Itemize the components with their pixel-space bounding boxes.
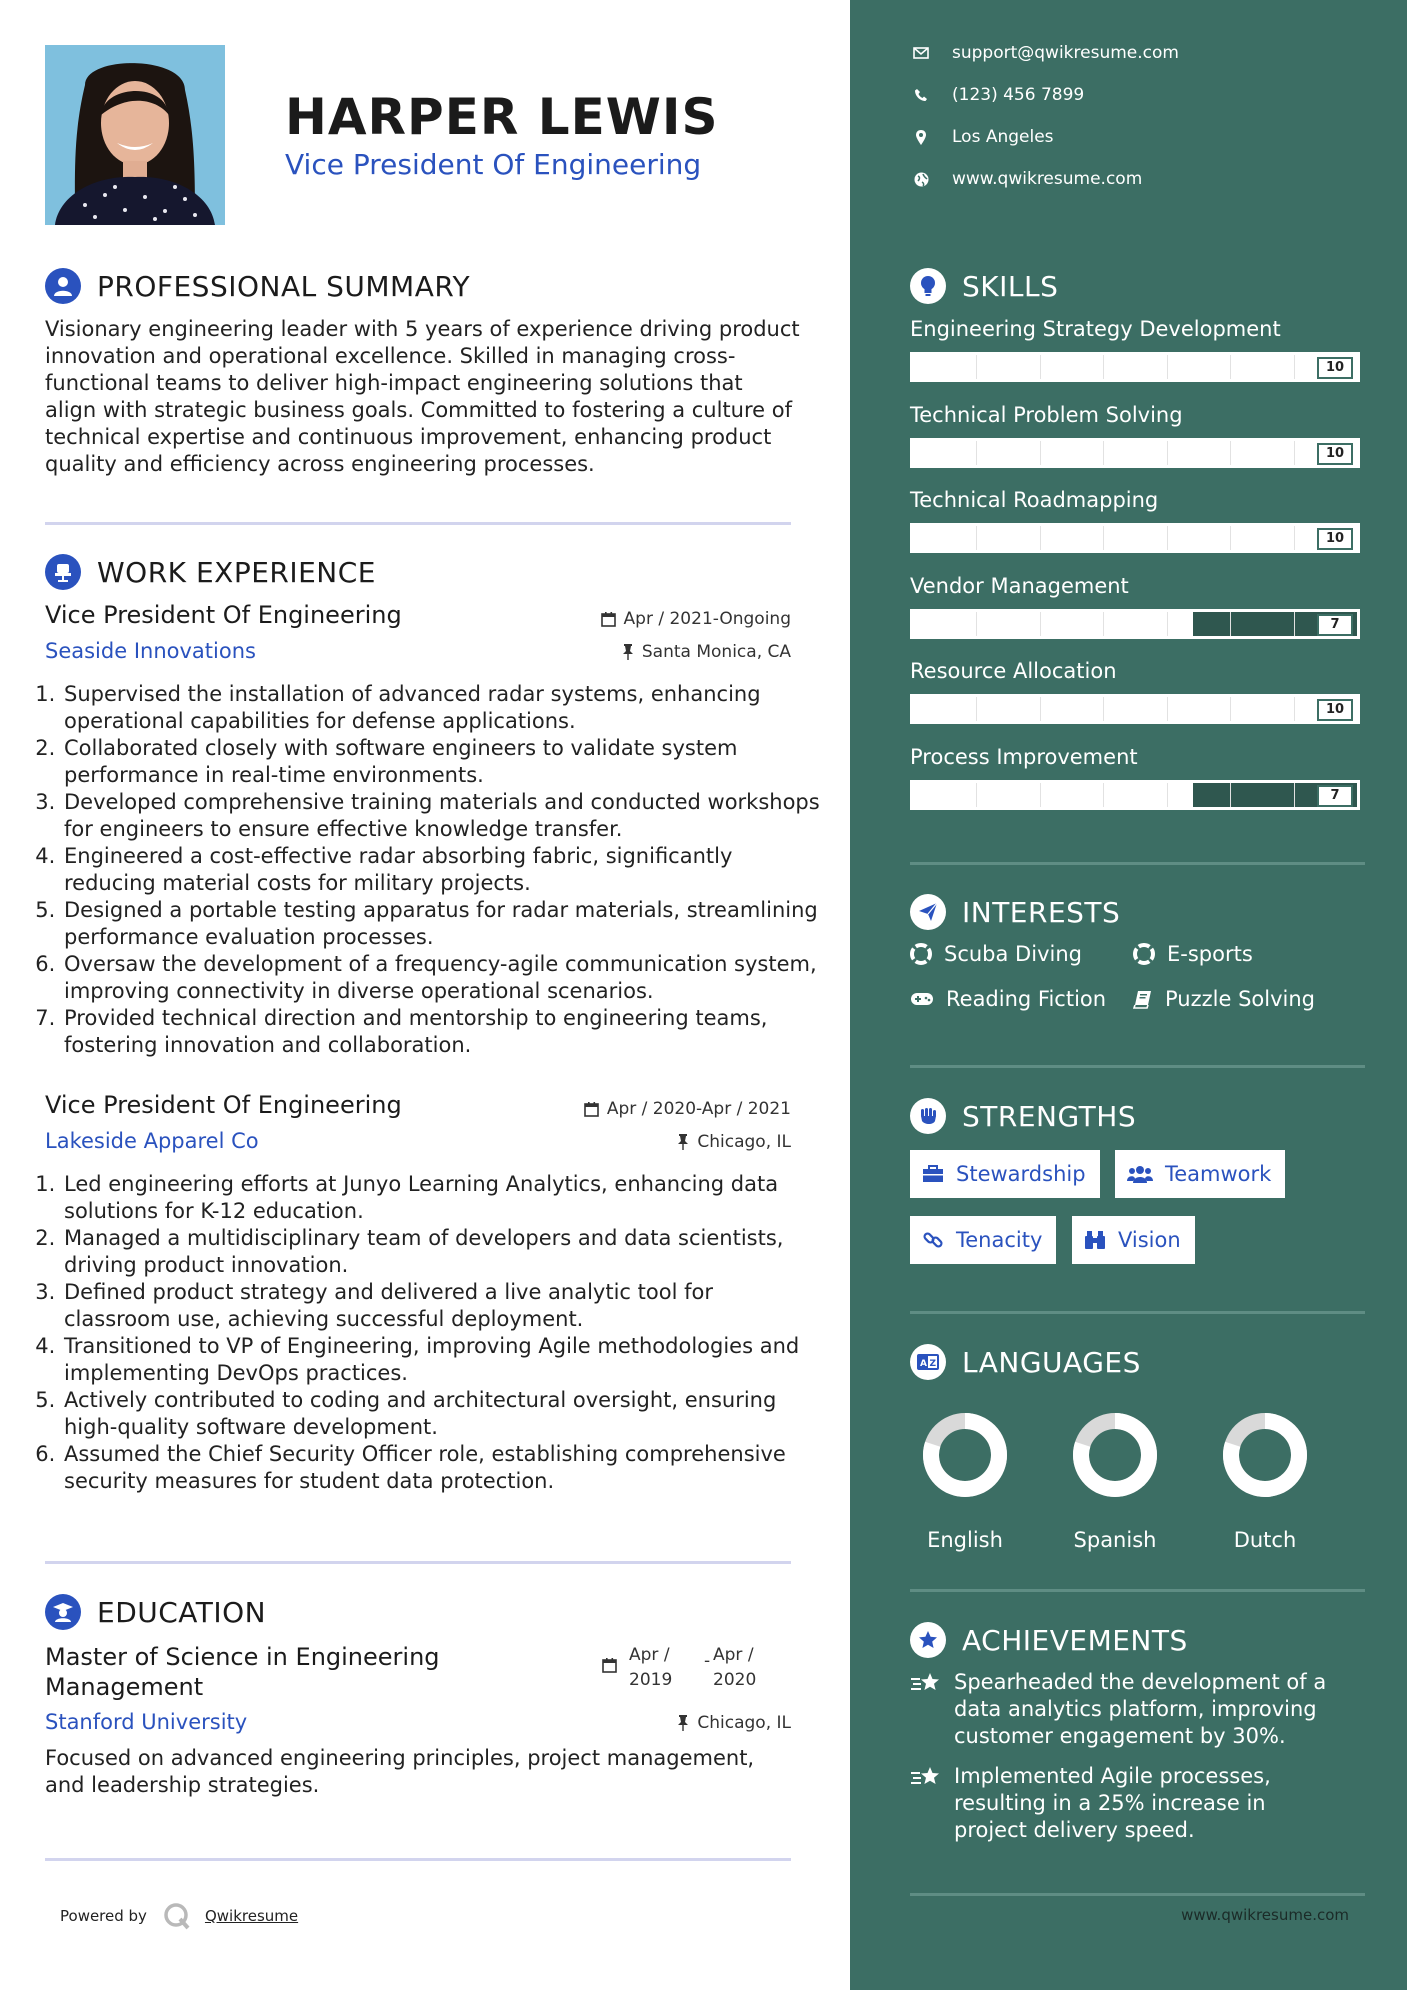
list-item: 2. Managed a multidisciplinary team of developers and data scientists, driving product innovation. (62, 1225, 822, 1279)
skill-bar-tick (1167, 697, 1168, 721)
interest-item: Puzzle Solving (1133, 987, 1315, 1011)
candidate-name: HARPER LEWIS (285, 88, 719, 146)
divider (45, 1858, 791, 1861)
language-donut (910, 1400, 1020, 1510)
list-item: 6. Oversaw the development of a frequency-agile communication system, improving connectivity in diverse operational scenarios. (62, 951, 822, 1005)
divider (910, 1589, 1365, 1592)
star-badge-icon (910, 1622, 946, 1658)
achievement-item: Implemented Agile processes, resulting in a 25% increase in project delivery speed. (910, 1763, 1344, 1844)
job-company: Lakeside Apparel Co (45, 1129, 259, 1153)
job-location: Santa Monica, CA (622, 642, 791, 662)
summary-text: Visionary engineering leader with 5 years of experience driving product innovation and operational excellence. Skilled in managing cross-functional teams to deliver high-impact engineering solutions that align with strategic business goals. Committed to fostering a culture of technical expertise and continuous improvement, enhancing product quality and efficiency across engineering processes. (45, 317, 800, 476)
skill-bar-tick (976, 526, 977, 550)
skill-bar-tick (1103, 441, 1104, 465)
calendar-icon (602, 1658, 617, 1673)
skill-bar (910, 609, 1360, 639)
experience-title: WORK EXPERIENCE (97, 555, 376, 589)
list-item: 6. Assumed the Chief Security Officer role, establishing comprehensive security measures for student data protection. (62, 1441, 822, 1495)
map-marker-icon (910, 130, 932, 145)
skill-bar-tick (1040, 526, 1041, 550)
pin-icon (677, 1715, 689, 1731)
interest-item: Reading Fiction (910, 987, 1106, 1011)
job-location: Chicago, IL (677, 1132, 791, 1152)
qwikresume-link[interactable]: Qwikresume (204, 1907, 299, 1925)
gamepad-icon (910, 991, 934, 1007)
skill-name: Vendor Management (910, 574, 1129, 598)
skill-bar (910, 780, 1360, 810)
skill-bar-tick (1230, 526, 1231, 550)
contact-location: Los Angeles (910, 127, 1054, 147)
skill-level: 10 (1317, 528, 1353, 550)
skill-bar-tick (1230, 612, 1231, 636)
phone-icon (910, 88, 932, 102)
list-item: 5. Designed a portable testing apparatus for radar materials, streamlining performance evaluation processes. (62, 897, 822, 951)
degree: Master of Science in Engineering Management (45, 1643, 440, 1701)
contact-email[interactable]: support@qwikresume.com (910, 43, 1179, 63)
list-item: 1. Led engineering efforts at Junyo Learning Analytics, enhancing data solutions for K-12 education. (62, 1171, 822, 1225)
language-label: Spanish (1073, 1528, 1157, 1552)
skill-bar-tick (1040, 783, 1041, 807)
divider (910, 862, 1365, 865)
education-location: Chicago, IL (677, 1713, 791, 1733)
job-role: Vice President Of Engineering (45, 1091, 402, 1119)
strength-chip: Vision (1072, 1216, 1195, 1264)
summary-heading (45, 268, 470, 304)
powered-by: Powered by Qwikresume (60, 1902, 298, 1930)
interest-item: E-sports (1133, 942, 1253, 966)
skills-heading (910, 268, 1058, 304)
skill-bar (910, 694, 1360, 724)
briefcase-icon (922, 1165, 944, 1183)
education-title: EDUCATION (97, 1595, 267, 1629)
skill-bar-tick (1103, 697, 1104, 721)
divider (45, 522, 791, 525)
profile-photo (45, 45, 225, 225)
svg-text:Z: Z (929, 1359, 937, 1369)
skill-bar-tick (1103, 783, 1104, 807)
envelope-icon (910, 47, 932, 59)
education-description: Focused on advanced engineering principles, project management, and leadership strategies. (45, 1746, 755, 1797)
binoculars-icon (1084, 1230, 1106, 1250)
fist-icon (910, 1098, 946, 1134)
skill-bar-tick (1294, 697, 1295, 721)
life-ring-icon (910, 943, 932, 965)
job-company: Seaside Innovations (45, 639, 256, 663)
language-label: English (927, 1528, 1003, 1552)
footer-website[interactable]: www.qwikresume.com (1181, 1906, 1349, 1924)
skill-bar-tick (1294, 355, 1295, 379)
strength-chip: Tenacity (910, 1216, 1056, 1264)
job-dates: Apr / 2020-Apr / 2021 (584, 1099, 791, 1119)
school: Stanford University (45, 1710, 248, 1734)
list-item: 1. Supervised the installation of advanced radar systems, enhancing operational capabilities for defense applications. (62, 681, 822, 735)
languages-title: LANGUAGES (962, 1345, 1141, 1379)
skill-bar-tick (1294, 612, 1295, 636)
skill-bar-tick (1294, 783, 1295, 807)
language-donut (1210, 1400, 1320, 1510)
language-item (910, 1400, 1020, 1552)
language-donut (1060, 1400, 1170, 1510)
skill-bar-tick (1230, 783, 1231, 807)
language-item (1210, 1400, 1320, 1552)
skill-name: Technical Roadmapping (910, 488, 1159, 512)
qwikresume-logo-icon (163, 1902, 191, 1930)
achievements-heading (910, 1622, 1188, 1658)
skill-bar-tick (976, 697, 977, 721)
job-bullets (38, 681, 822, 1059)
skill-bar-tick (1230, 441, 1231, 465)
main-column: HARPER LEWIS Vice President Of Engineering PROFESSIONAL SUMMARY Visionary engineering leader with 5 years of experience driving product innovation and operational excellence. Skilled in managing cross-functional teams to deliver high-impact engineering solutions that align with strategic business goals. Committed to fostering a culture of technical expertise and continuous improvement, enhancing product quality and efficiency across engineering processes. WORK EXPERIENCE Vice President Of Engineering Apr / 2021-Ongoing Seaside Innovations Santa Monica, CA 1. Supervised the installation of advanced radar systems, enhancing operational capabilities for defense applications. 2. Collaborated closely with software engineers to validate system performance in real-time environments. 3. Developed comprehensive training materials and conducted workshops for engineers to ensure effective knowledge transfer. 4. Engineered a cost-effective radar absorbing fabric, significantly reducing material costs for military projects. 5. Designed a portable testing apparatus for radar materials, streamlining performance evaluation processes. 6. Oversaw the development of a frequency-agile communication system, improving connectivity in diverse operational scenarios. 7. Provided technical direction and mentorship to engineering teams, fostering innovation and collaboration. Vice President Of Engineering Apr / 2020-Apr / 2021 Lakeside Apparel Co Chicago, IL 1. Led engineering efforts at Junyo Learning Analytics, enhancing data solutions for K-12 education. 2. Managed a multidisciplinary team of developers and data scientists, driving product innovation. 3. Defined product strategy and delivered a live analytic tool for classroom use, achieving successful deployment. 4. Transitioned to VP of Engineering, improving Agile methodologies and implementing DevOps practices. 5. Actively contributed to coding and architectural oversight, ensuring high-quality software development. 6. Assumed the Chief Security Officer role, establishing comprehensive security measures for student data protection. EDUCATION Master of Science in Engineering Management Apr / 2019 - Apr / 2020 Stanford University Chicago, IL Focused on advanced engineering principles, project management, and leadership strategies. Powered by Qwikresume (0, 0, 850, 1990)
strengths-title: STRENGTHS (962, 1099, 1137, 1133)
skill-bar-tick (1167, 526, 1168, 550)
skill-bar-tick (976, 612, 977, 636)
interests-title: INTERESTS (962, 895, 1121, 929)
briefcase-chair-icon (45, 554, 81, 590)
experience-heading (45, 554, 376, 590)
skill-bar-tick (976, 355, 977, 379)
languages-heading (910, 1344, 1141, 1380)
shooting-star-icon (910, 1763, 944, 1793)
strength-chip: Stewardship (910, 1150, 1100, 1198)
paper-plane-icon (910, 894, 946, 930)
skill-bar-tick (1294, 441, 1295, 465)
list-item: 4. Transitioned to VP of Engineering, improving Agile methodologies and implementing DevOps practices. (62, 1333, 822, 1387)
skill-bar-tick (1103, 355, 1104, 379)
divider (45, 1561, 791, 1564)
skill-bar-tick (1167, 783, 1168, 807)
interests-heading (910, 894, 1120, 930)
graduate-icon (45, 1594, 81, 1630)
skill-bar-tick (1167, 355, 1168, 379)
pin-icon (677, 1134, 689, 1150)
skills-title: SKILLS (962, 269, 1059, 303)
skill-bar-tick (1167, 612, 1168, 636)
skill-name: Technical Problem Solving (910, 403, 1183, 427)
skill-bar-tick (1040, 355, 1041, 379)
translate-icon (910, 1344, 946, 1380)
language-item (1060, 1400, 1170, 1552)
education-heading (45, 1594, 266, 1630)
language-label: Dutch (1233, 1528, 1297, 1552)
skill-bar-tick (1040, 697, 1041, 721)
list-item: 3. Developed comprehensive training materials and conducted workshops for engineers to ensure effective knowledge transfer. (62, 789, 822, 843)
globe-icon (910, 172, 932, 187)
skill-bar-tick (1040, 441, 1041, 465)
skill-bar (910, 523, 1360, 553)
interest-item: Scuba Diving (910, 942, 1082, 966)
job-role: Vice President Of Engineering (45, 601, 402, 629)
list-item: 7. Provided technical direction and mentorship to engineering teams, fostering innovation and collaboration. (62, 1005, 822, 1059)
skill-name: Process Improvement (910, 745, 1138, 769)
skill-bar-tick (1230, 355, 1231, 379)
skill-bar (910, 438, 1360, 468)
user-icon (45, 268, 81, 304)
skill-bar-tick (1040, 612, 1041, 636)
link-icon (922, 1229, 944, 1251)
strength-chip: Teamwork (1115, 1150, 1285, 1198)
skill-level: 10 (1317, 357, 1353, 379)
skill-level: 7 (1317, 614, 1353, 636)
skill-bar-tick (1103, 526, 1104, 550)
lightbulb-icon (910, 268, 946, 304)
contact-website[interactable]: www.qwikresume.com (910, 169, 1142, 189)
pin-icon (622, 644, 634, 660)
calendar-icon (601, 612, 616, 627)
skill-level: 10 (1317, 443, 1353, 465)
list-item: 4. Engineered a cost-effective radar absorbing fabric, significantly reducing material costs for military projects. (62, 843, 822, 897)
shooting-star-icon (910, 1669, 944, 1699)
achievement-item: Spearheaded the development of a data analytics platform, improving customer engagement by 30%. (910, 1669, 1344, 1750)
skill-level: 10 (1317, 699, 1353, 721)
skill-bar-tick (1294, 526, 1295, 550)
skill-bar-tick (1103, 612, 1104, 636)
calendar-icon (584, 1102, 599, 1117)
life-ring-icon (1133, 943, 1155, 965)
skill-name: Engineering Strategy Development (910, 317, 1281, 341)
job-bullets (38, 1171, 822, 1495)
skill-bar-tick (1167, 441, 1168, 465)
achievements-title: ACHIEVEMENTS (962, 1623, 1188, 1657)
skill-bar (910, 352, 1360, 382)
skill-bar-tick (1230, 697, 1231, 721)
book-icon (1133, 989, 1153, 1009)
divider (910, 1065, 1365, 1068)
divider (910, 1311, 1365, 1314)
candidate-title: Vice President Of Engineering (285, 148, 702, 181)
list-item: 3. Defined product strategy and delivered a live analytic tool for classroom use, achieving successful deployment. (62, 1279, 822, 1333)
list-item: 5. Actively contributed to coding and architectural oversight, ensuring high-quality software development. (62, 1387, 822, 1441)
skill-bar-tick (976, 783, 977, 807)
summary-title: PROFESSIONAL SUMMARY (97, 269, 471, 303)
skill-level: 7 (1317, 785, 1353, 807)
svg-text:A: A (920, 1359, 927, 1369)
strengths-heading (910, 1098, 1136, 1134)
sidebar (850, 0, 1407, 1990)
skill-bar-tick (976, 441, 977, 465)
divider (910, 1893, 1365, 1896)
job-dates: Apr / 2021-Ongoing (601, 609, 791, 629)
contact-phone[interactable]: (123) 456 7899 (910, 85, 1084, 105)
list-item: 2. Collaborated closely with software engineers to validate system performance in real-time environments. (62, 735, 822, 789)
skill-name: Resource Allocation (910, 659, 1117, 683)
users-icon (1127, 1165, 1153, 1183)
